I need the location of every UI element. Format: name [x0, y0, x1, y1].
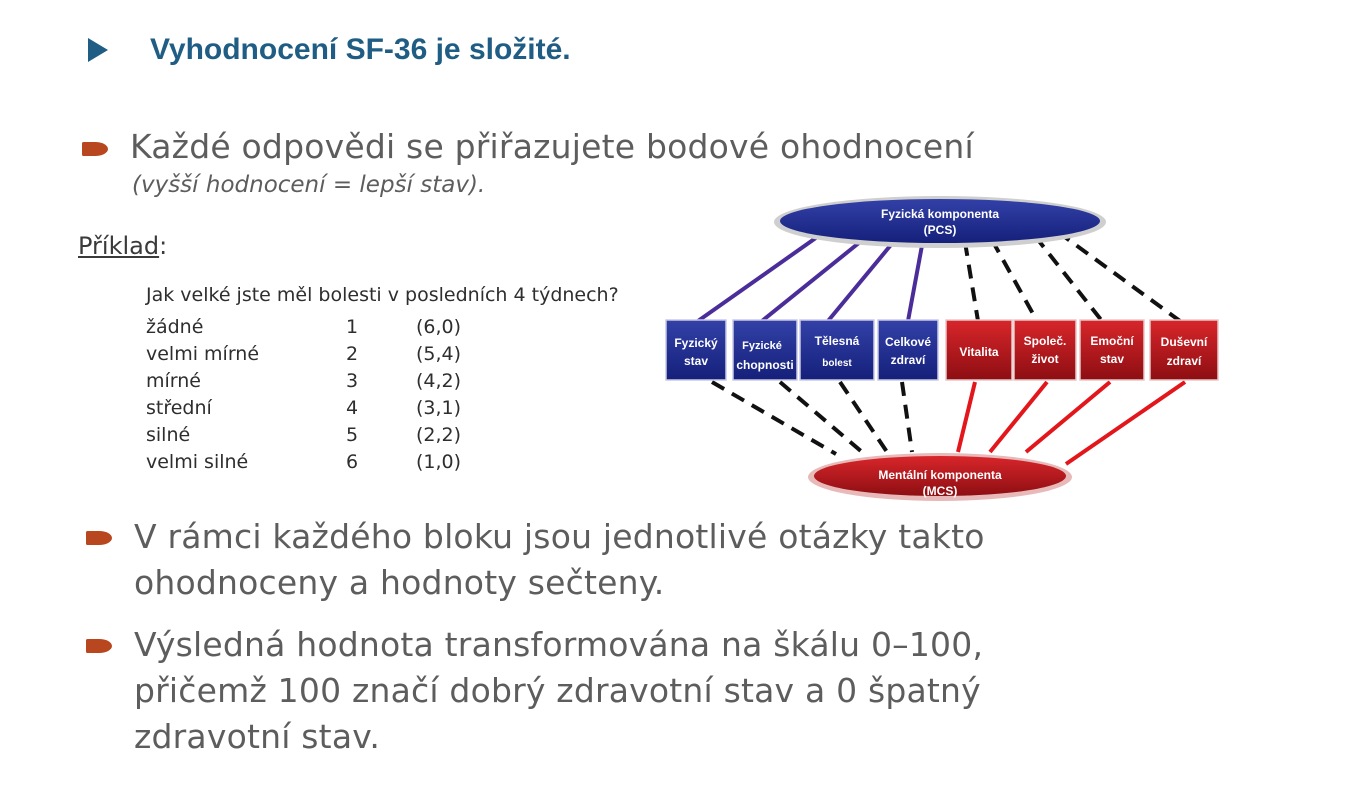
option-label: velmi silné [146, 450, 249, 473]
option-label: žádné [146, 315, 204, 338]
option-score: (1,0) [416, 450, 462, 473]
play-arrow-icon [88, 38, 108, 62]
example-label [78, 232, 167, 260]
mental-box-3 [1080, 320, 1144, 380]
mcs-label-1: Mentální komponenta [878, 468, 1002, 482]
bullet-3-line-3: zdravotní stav. [134, 717, 381, 756]
pcs-label-1: Fyzická komponenta [880, 207, 1000, 221]
option-label: střední [146, 396, 212, 419]
mental-to-mcs-lines [958, 382, 1185, 464]
bullet-arrow-icon [86, 639, 112, 653]
option-code: 3 [346, 369, 359, 392]
answer-options-table [146, 313, 496, 475]
option-label: mírné [146, 369, 201, 392]
svg-text:stav: stav [683, 354, 709, 368]
answer-option-row [146, 421, 496, 448]
physical-box-2 [733, 320, 797, 380]
pcs-label-2: (PCS) [923, 223, 957, 237]
svg-text:bolest: bolest [822, 358, 852, 369]
option-label: silné [146, 423, 191, 446]
svg-text:stav: stav [1099, 352, 1125, 366]
slide-title: Vyhodnocení SF-36 je složité. [150, 33, 571, 66]
svg-text:Duševní: Duševní [1160, 335, 1208, 349]
svg-text:Tělesná: Tělesná [814, 334, 860, 348]
bullet-2-line-2: ohodnoceny a hodnoty sečteny. [134, 563, 665, 602]
mcs-label-2: (MCS) [922, 484, 958, 498]
slide-title-row [88, 28, 571, 72]
option-label: velmi mírné [146, 342, 260, 365]
option-score: (5,4) [416, 342, 462, 365]
svg-text:život: život [1031, 352, 1059, 366]
svg-text:chopnosti: chopnosti [736, 358, 794, 372]
option-code: 4 [346, 396, 359, 419]
bullet-arrow-icon [82, 142, 108, 156]
option-score: (3,1) [416, 396, 462, 419]
pcs-ellipse [774, 196, 1106, 248]
option-code: 2 [346, 342, 359, 365]
bullet-arrow-icon [86, 531, 112, 545]
example-label-colon: : [159, 232, 168, 260]
svg-text:Fyzické: Fyzické [742, 340, 782, 352]
mental-box-4 [1150, 320, 1218, 380]
answer-option-row [146, 394, 496, 421]
answer-option-row [146, 313, 496, 340]
svg-text:zdraví: zdraví [1166, 354, 1202, 368]
mcs-ellipse [808, 453, 1072, 501]
pcs-to-physical-lines [698, 235, 923, 321]
mental-box-2 [1014, 320, 1076, 380]
answer-option-row [146, 448, 496, 475]
svg-text:Vitalita: Vitalita [959, 345, 999, 359]
bullet-3-line-2: přičemž 100 značí dobrý zdravotní stav a 0 špatný [134, 671, 981, 710]
svg-text:Celkové: Celkové [884, 335, 932, 349]
svg-text:Emoční: Emoční [1090, 334, 1134, 348]
example-question: Jak velké jste měl bolesti v posledních 4 týdnech? [146, 284, 619, 306]
physical-box-3 [800, 320, 874, 380]
option-code: 1 [346, 315, 359, 338]
answer-option-row [146, 367, 496, 394]
option-code: 5 [346, 423, 359, 446]
svg-text:zdraví: zdraví [890, 353, 926, 367]
svg-text:Společ.: Společ. [1023, 334, 1067, 348]
answer-option-row [146, 340, 496, 367]
svg-text:Fyzický: Fyzický [674, 336, 718, 350]
physical-box-4 [878, 320, 938, 380]
mental-box-1 [946, 320, 1012, 380]
example-label-text: Příklad [78, 232, 160, 260]
bullet-1-note: (vyšší hodnocení = lepší stav). [132, 172, 486, 198]
bullet-2-line-1: V rámci každého bloku jsou jednotlivé otázky takto [134, 517, 985, 556]
sf36-component-diagram [640, 190, 1240, 510]
bullet-1-text: Každé odpovědi se přiřazujete bodové ohodnocení [130, 127, 974, 166]
option-score: (2,2) [416, 423, 462, 446]
bullet-3-line-1: Výsledná hodnota transformována na škálu 0–100, [134, 625, 984, 664]
physical-box-1 [666, 320, 726, 380]
option-score: (6,0) [416, 315, 462, 338]
physical-to-mcs-dashed-lines [712, 382, 912, 454]
option-score: (4,2) [416, 369, 462, 392]
option-code: 6 [346, 450, 359, 473]
